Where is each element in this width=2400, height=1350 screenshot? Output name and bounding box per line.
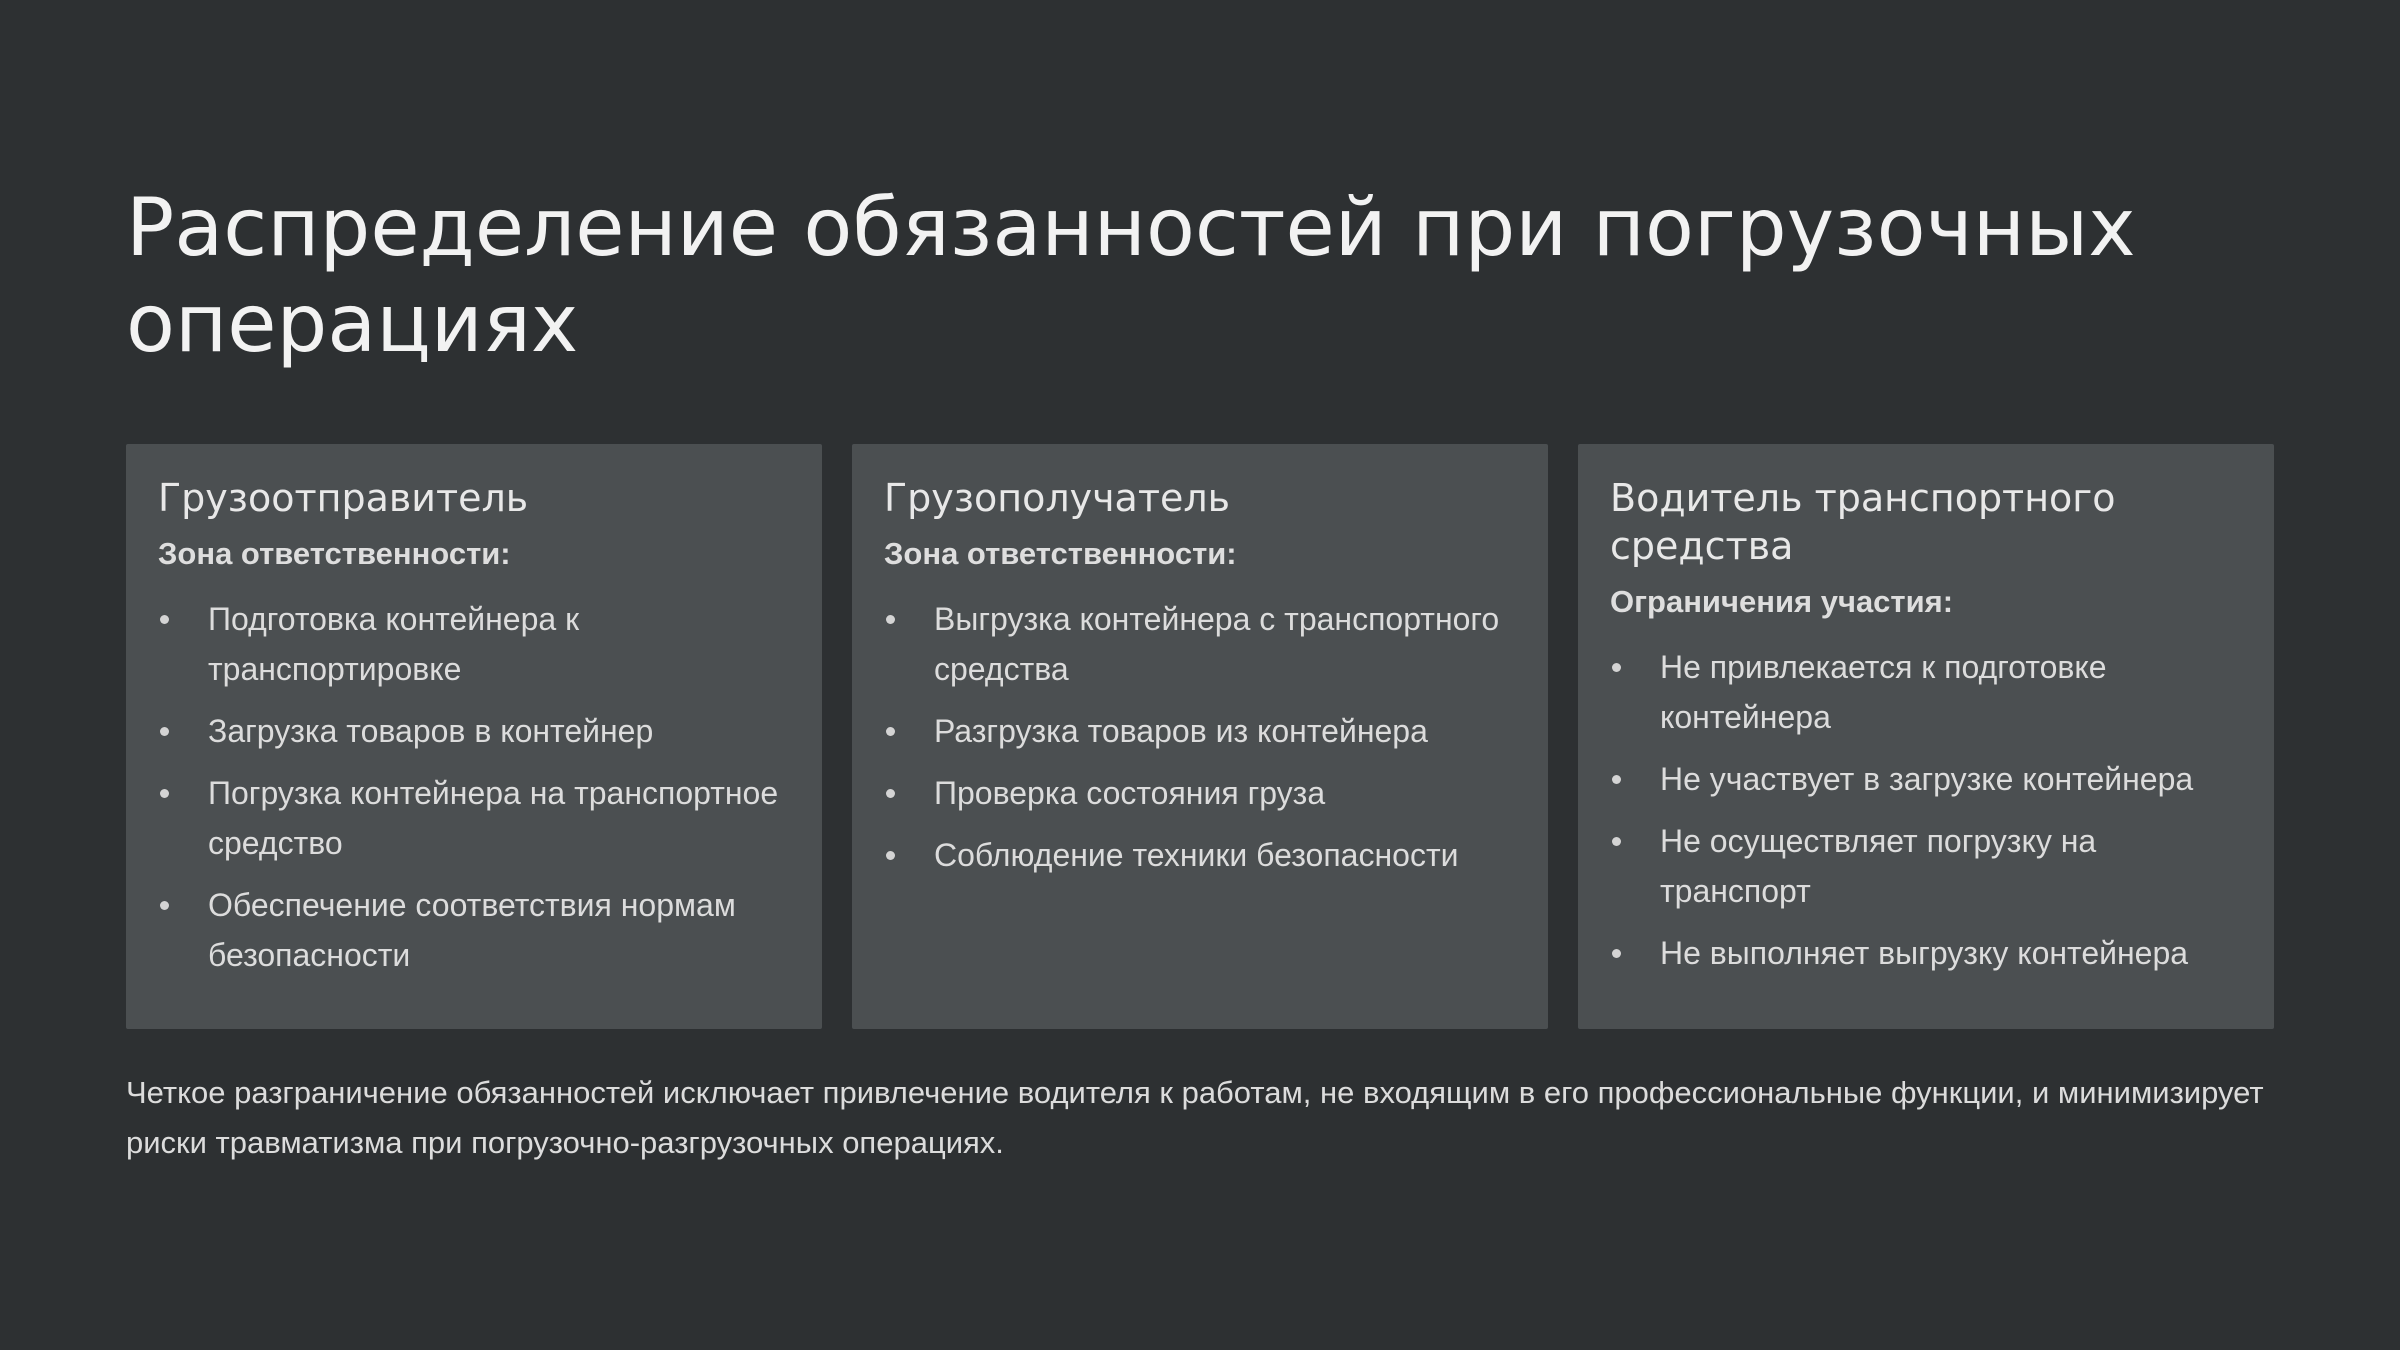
bullet-icon	[1612, 949, 1621, 958]
card-list	[884, 594, 1516, 880]
list-item	[1610, 754, 2242, 804]
bullet-icon	[160, 615, 169, 624]
card-consignee	[852, 444, 1548, 1029]
list-item-text: Проверка состояния груза	[934, 775, 1326, 811]
bullet-icon	[886, 615, 895, 624]
card-list	[1610, 642, 2242, 978]
list-item-text: Не выполняет выгрузку контейнера	[1660, 935, 2189, 971]
list-item-text: Соблюдение техники безопасности	[934, 837, 1459, 873]
list-item-text: Подготовка контейнера к транспортировке	[208, 601, 580, 687]
bullet-icon	[886, 851, 895, 860]
card-list	[158, 594, 790, 980]
list-item	[158, 594, 790, 694]
card-title: Грузополучатель	[884, 476, 1231, 520]
bullet-icon	[1612, 775, 1621, 784]
cards-row	[126, 444, 2274, 1029]
list-item	[158, 706, 790, 756]
card-subtitle: Ограничения участия:	[1610, 584, 1954, 619]
list-item-text: Выгрузка контейнера с транспортного средства	[934, 601, 1500, 687]
bullet-icon	[1612, 663, 1621, 672]
list-item	[1610, 816, 2242, 916]
bullet-icon	[886, 789, 895, 798]
bullet-icon	[160, 789, 169, 798]
list-item-text: Загрузка товаров в контейнер	[208, 713, 654, 749]
list-item-text: Обеспечение соответствия нормам безопасности	[208, 887, 736, 973]
list-item-text: Не осуществляет погрузку на транспорт	[1660, 823, 2097, 909]
slide-title: Распределение обязанностей при погрузочных операциях	[126, 181, 2136, 370]
list-item	[1610, 928, 2242, 978]
bullet-icon	[886, 727, 895, 736]
card-title: Грузоотправитель	[158, 476, 529, 520]
bullet-icon	[160, 901, 169, 910]
list-item	[158, 880, 790, 980]
list-item	[884, 768, 1516, 818]
list-item	[1610, 642, 2242, 742]
list-item	[158, 768, 790, 868]
card-title: Водитель транспортного средства	[1610, 476, 2116, 568]
list-item-text: Погрузка контейнера на транспортное средство	[208, 775, 779, 861]
card-subtitle: Зона ответственности:	[884, 536, 1237, 571]
bullet-icon	[1612, 837, 1621, 846]
list-item	[884, 594, 1516, 694]
card-subtitle: Зона ответственности:	[158, 536, 511, 571]
card-shipper	[126, 444, 822, 1029]
list-item-text: Не привлекается к подготовке контейнера	[1660, 649, 2107, 735]
list-item	[884, 830, 1516, 880]
list-item	[884, 706, 1516, 756]
list-item-text: Не участвует в загрузке контейнера	[1660, 761, 2194, 797]
footer-note: Четкое разграничение обязанностей исключает привлечение водителя к работам, не входящим в его профессиональные функции, и минимизирует риски травматизма при погрузочно-разгрузочных операциях.	[126, 1075, 2264, 1160]
card-driver	[1578, 444, 2274, 1029]
bullet-icon	[160, 727, 169, 736]
list-item-text: Разгрузка товаров из контейнера	[934, 713, 1428, 749]
